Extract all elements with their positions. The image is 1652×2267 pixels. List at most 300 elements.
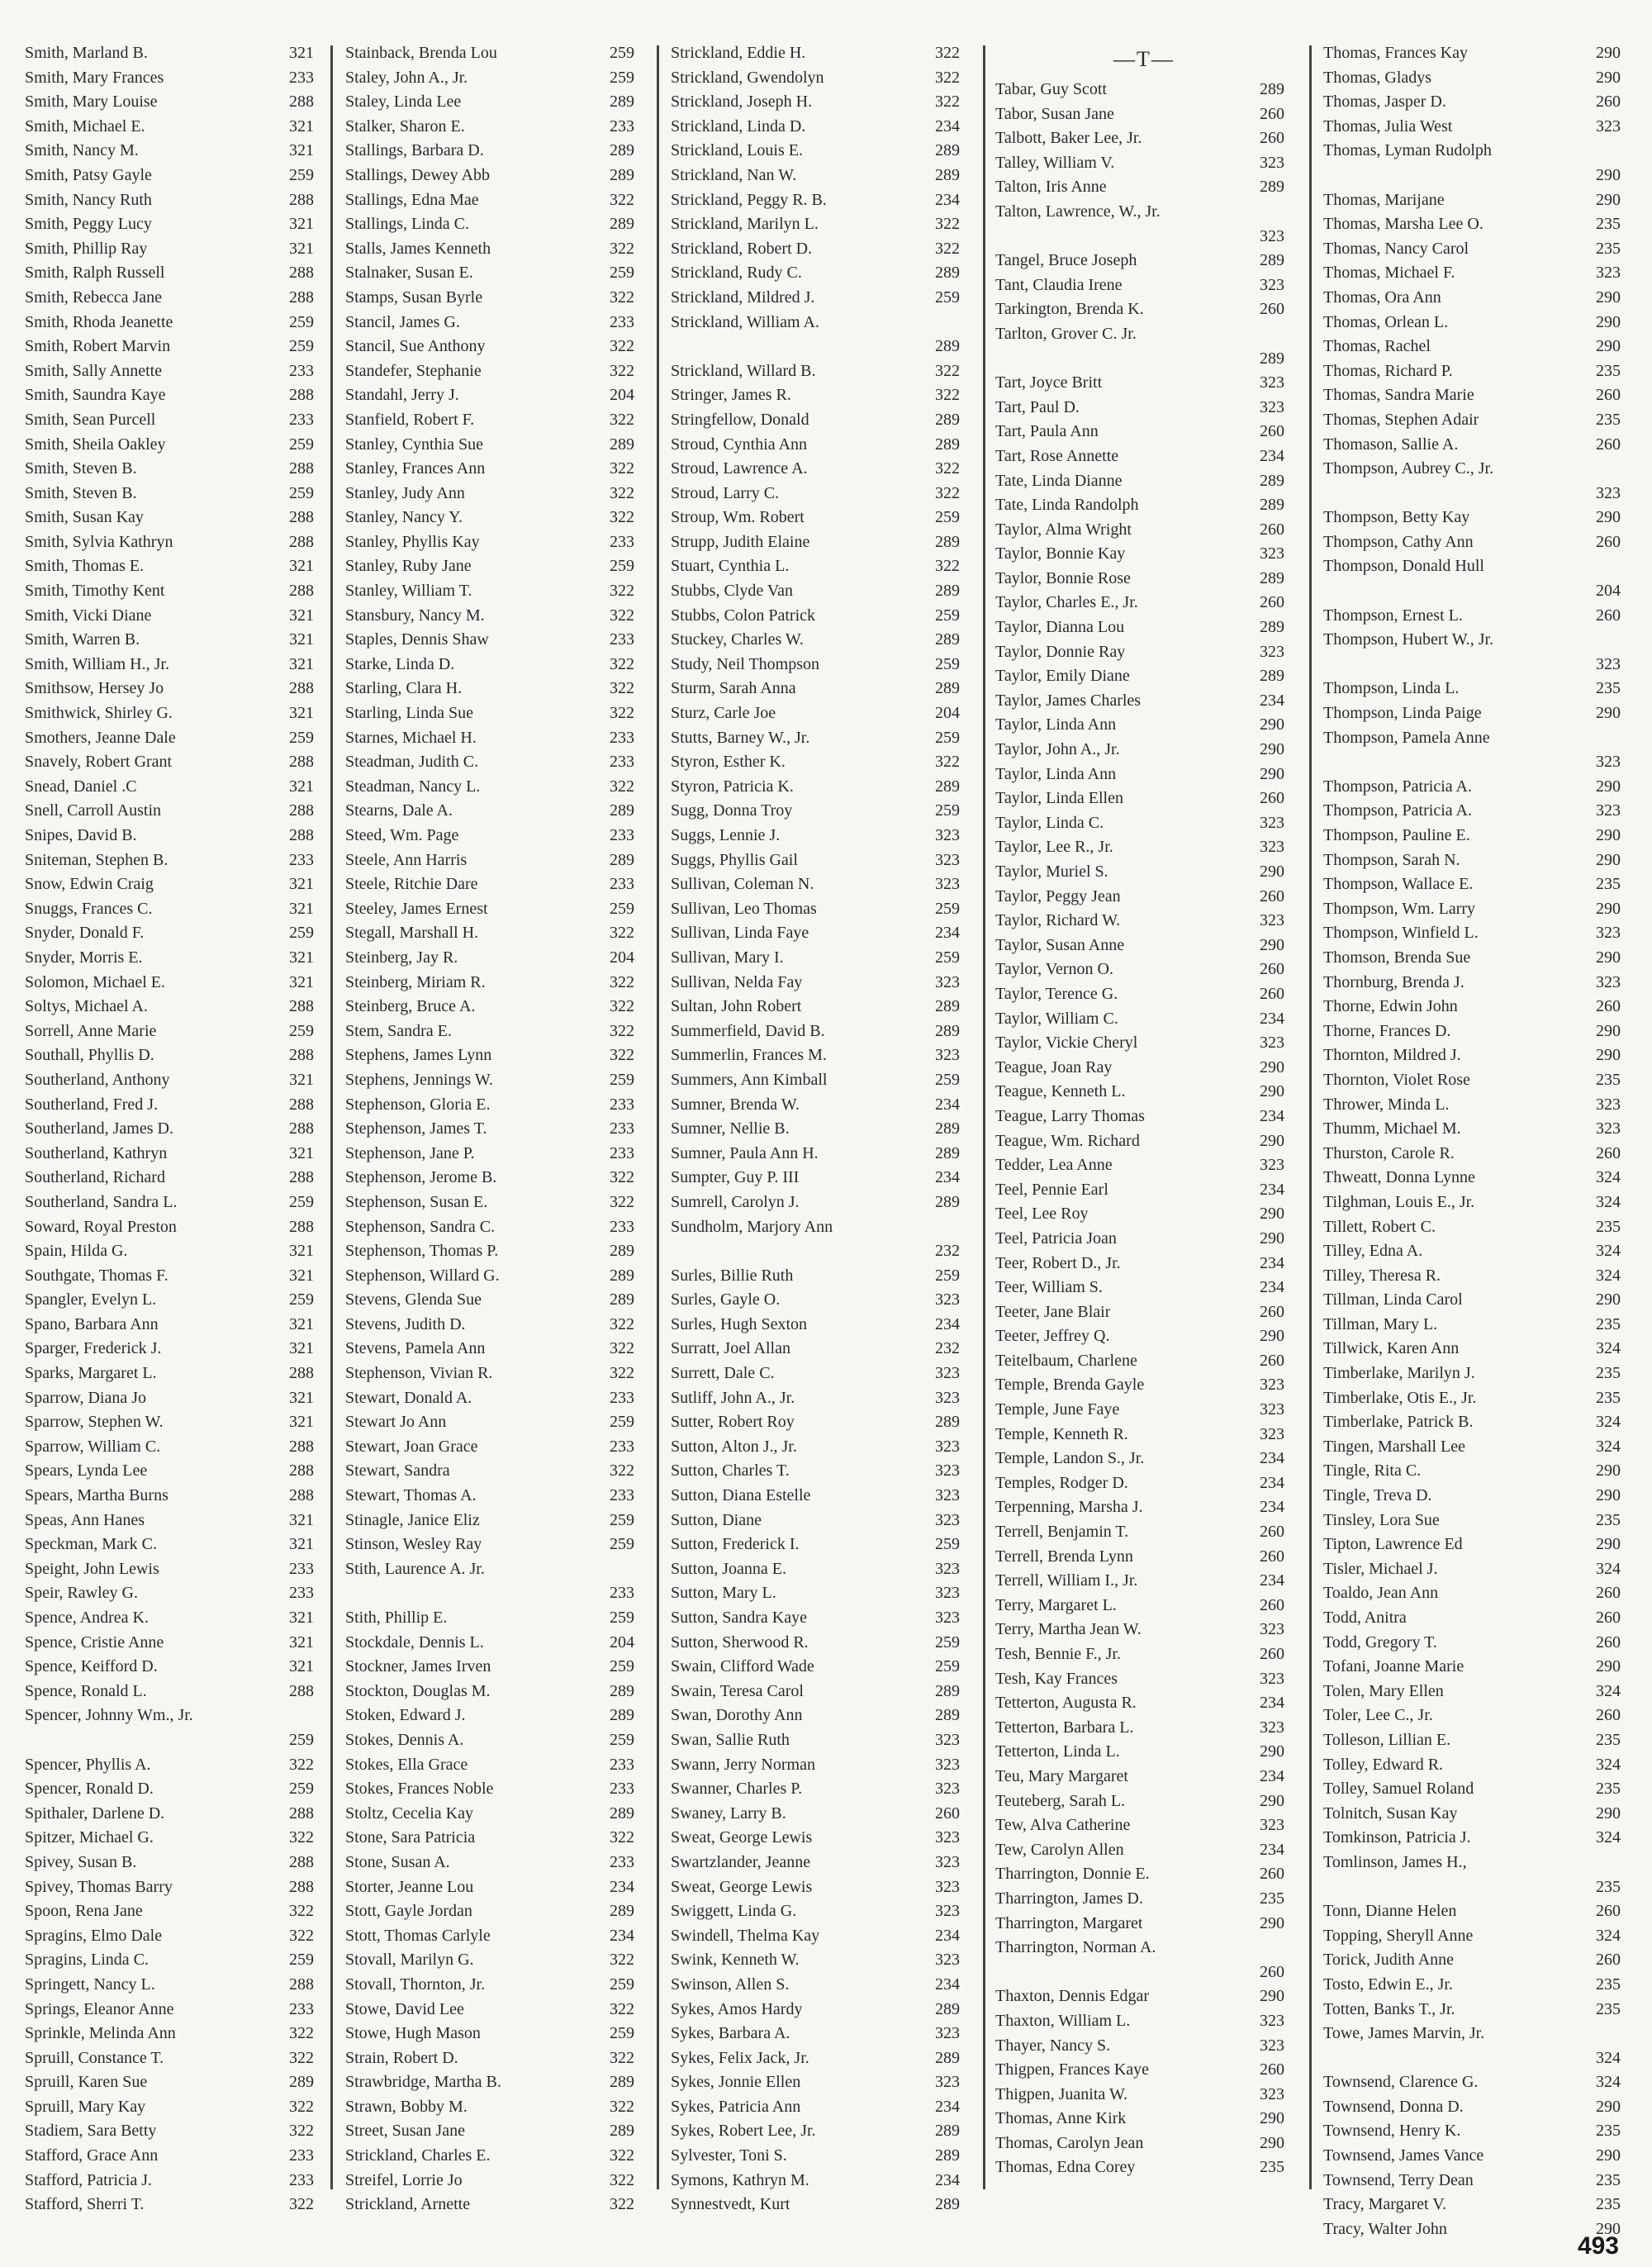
entry-name: Summers, Ann Kimball (671, 1070, 828, 1089)
entry-name: Sykes, Amos Hardy (671, 1999, 803, 2018)
entry-page-number: 289 (935, 679, 960, 698)
entry-name: Thomas, Edna Corey (995, 2158, 1136, 2177)
entry-page-number: 259 (935, 1070, 960, 1089)
entry-name: Todd, Anitra (1323, 1609, 1407, 1627)
entry-name: Snyder, Donald F. (25, 924, 145, 943)
entry-name: Sultan, John Robert (671, 997, 802, 1016)
index-entry (25, 90, 322, 115)
entry-name: Timberlake, Marilyn J. (1323, 1364, 1475, 1383)
entry-name: Tabar, Guy Scott (995, 80, 1107, 98)
entry-name: Tingle, Treva D. (1323, 1486, 1432, 1505)
column-divider (983, 45, 985, 2189)
entry-page-number: 290 (1260, 2109, 1284, 2128)
index-entry (25, 1410, 322, 1435)
entry-page-number: 260 (1260, 1865, 1284, 1884)
entry-name: Smothers, Jeanne Dale (25, 728, 176, 747)
index-entry (671, 1557, 968, 1582)
index-entry (995, 615, 1293, 640)
entry-name: Strawbridge, Martha B. (345, 2073, 501, 2092)
entry-page-number: 322 (289, 2024, 314, 2043)
entry-page-number: 322 (610, 2146, 634, 2165)
entry-name: Stephenson, Sandra C. (345, 1217, 496, 1236)
entry-name: Stanley, Judy Ann (345, 483, 465, 502)
entry-name: Stringfellow, Donald (671, 410, 809, 429)
entry-page-number: 323 (1260, 1424, 1284, 1443)
index-entry (345, 286, 643, 311)
entry-page-number: 290 (1596, 1290, 1621, 1309)
entry-page-number: 234 (935, 1168, 960, 1187)
index-entry (671, 1142, 968, 1167)
entry-page-number: 322 (610, 924, 634, 943)
index-entry (345, 1826, 643, 1851)
index-entry (345, 799, 643, 824)
entry-page-number: 324 (1596, 2073, 1621, 2092)
index-entry (25, 408, 322, 433)
index-entry (345, 775, 643, 800)
entry-name: Sullivan, Mary I. (671, 948, 784, 967)
entry-page-number: 289 (935, 435, 960, 454)
entry-name: Smith, Susan Kay (25, 508, 144, 527)
index-entry (1323, 1068, 1629, 1093)
entry-page-number: 322 (610, 1828, 634, 1847)
entry-page-number: 260 (1596, 1609, 1621, 1627)
entry-page-number: 234 (1260, 1694, 1284, 1713)
index-entry (671, 1313, 968, 1338)
entry-page-number: 323 (1260, 1376, 1284, 1395)
entry-name: Stephens, Jennings W. (345, 1070, 493, 1089)
index-entry (995, 1716, 1293, 1741)
entry-page-number: 323 (1260, 544, 1284, 563)
entry-page-number: 259 (289, 337, 314, 356)
index-entry (671, 1166, 968, 1191)
entry-name: Sullivan, Linda Faye (671, 924, 809, 943)
index-entry (995, 1447, 1293, 1471)
index-entry (345, 677, 643, 701)
index-entry (25, 2169, 322, 2193)
entry-name: Stallings, Barbara D. (345, 141, 484, 160)
entry-page-number: 259 (289, 435, 314, 454)
entry-name: Teague, Joan Ray (995, 1057, 1113, 1076)
entry-name: Strickland, Charles E. (345, 2146, 491, 2165)
index-entry (1323, 359, 1629, 384)
index-entry (995, 200, 1293, 249)
entry-name: Strawn, Bobby M. (345, 2097, 468, 2116)
entry-page-number: 322 (610, 654, 634, 673)
entry-page-number: 289 (935, 532, 960, 551)
index-entry (995, 1594, 1293, 1618)
index-entry (1323, 1680, 1629, 1704)
entry-name: Townsend, Terry Dean (1323, 2170, 1474, 2189)
index-entry (995, 1324, 1293, 1349)
entry-page-number: 234 (935, 1095, 960, 1114)
entry-name: Sutton, Diane (671, 1510, 762, 1529)
entry-page-number: 322 (935, 361, 960, 380)
index-entry (1323, 1337, 1629, 1362)
entry-name: Stallings, Linda C. (345, 215, 469, 234)
entry-page-number: 323 (935, 1828, 960, 1847)
entry-page-number: 235 (1596, 410, 1621, 429)
entry-page-number: 324 (1596, 1242, 1621, 1261)
entry-name: Sylvester, Toni S. (671, 2146, 787, 2165)
index-entry (995, 1202, 1293, 1227)
entry-name: Torick, Judith Anne (1323, 1951, 1455, 1970)
entry-name: Steinberg, Miriam R. (345, 972, 486, 991)
entry-page-number: 289 (1260, 471, 1284, 490)
entry-name: Taylor, John A., Jr. (995, 740, 1120, 759)
entry-page-number: 289 (610, 1706, 634, 1725)
entry-name: Tart, Paul D. (995, 397, 1080, 416)
entry-page-number: 290 (1260, 1229, 1284, 1248)
entry-page-number: 233 (610, 1143, 634, 1162)
entry-name: Spangler, Evelyn L. (25, 1290, 157, 1309)
index-entry (1323, 554, 1629, 603)
entry-page-number: 234 (935, 924, 960, 943)
index-entry (25, 775, 322, 800)
index-entry (345, 701, 643, 726)
index-entry (995, 1765, 1293, 1789)
entry-name: Stalker, Sharon E. (345, 116, 465, 135)
entry-name: Strickland, Rudy C. (671, 264, 802, 283)
index-entry (1323, 1704, 1629, 1728)
index-entry (25, 1337, 322, 1362)
entry-page-number: 289 (935, 2146, 960, 2165)
entry-name: Steeley, James Ernest (345, 899, 488, 918)
index-entry (345, 41, 643, 66)
entry-page-number: 233 (610, 1217, 634, 1236)
entry-name: Thaxton, William L. (995, 2011, 1131, 2030)
entry-name: Timberlake, Otis E., Jr. (1323, 1388, 1477, 1407)
entry-name: Talley, William V. (995, 153, 1115, 172)
index-entry (995, 126, 1293, 151)
entry-page-number: 321 (289, 875, 314, 894)
entry-name: Steele, Ritchie Dare (345, 875, 478, 894)
entry-page-number: 233 (610, 630, 634, 649)
entry-name: Southgate, Thomas F. (25, 1266, 169, 1285)
entry-page-number: 323 (935, 1755, 960, 1774)
index-entry (345, 628, 643, 653)
entry-page-number: 234 (935, 1314, 960, 1333)
entry-name: Tolleson, Lillian E. (1323, 1730, 1451, 1749)
index-entry (671, 1509, 968, 1533)
entry-page-number: 323 (1260, 642, 1284, 661)
entry-name: Tinsley, Lora Sue (1323, 1510, 1440, 1529)
entry-page-number: 323 (1260, 153, 1284, 172)
index-entry (1323, 286, 1629, 311)
index-entry (671, 1826, 968, 1851)
index-entry (25, 482, 322, 506)
index-entry (671, 433, 968, 458)
entry-page-number: 259 (935, 801, 960, 820)
index-entry (995, 811, 1293, 836)
entry-page-number: 260 (1596, 93, 1621, 112)
index-entry (345, 237, 643, 262)
entry-name: Stallings, Edna Mae (345, 190, 479, 209)
entry-page-number: 289 (610, 1902, 634, 1921)
entry-name: Spragins, Linda C. (25, 1951, 149, 1970)
index-entry (1323, 799, 1629, 824)
index-entry (25, 457, 322, 482)
index-entry (25, 1924, 322, 1949)
entry-name: Stalls, James Kenneth (345, 239, 491, 258)
entry-name: Smith, William H., Jr. (25, 654, 169, 673)
entry-page-number: 232 (935, 1242, 960, 1261)
index-entry (1323, 1533, 1629, 1557)
index-entry (1323, 995, 1629, 1019)
index-entry (671, 897, 968, 922)
index-entry (25, 2046, 322, 2071)
entry-page-number: 290 (1260, 1205, 1284, 1224)
index-entry (995, 297, 1293, 322)
index-entry (25, 1753, 322, 1778)
index-entry (25, 1142, 322, 1167)
entry-name: Spivey, Susan B. (25, 1852, 137, 1871)
entry-page-number: 288 (289, 1119, 314, 1138)
entry-page-number: 289 (935, 582, 960, 601)
entry-name: Towe, James Marvin, Jr. (1323, 2024, 1485, 2043)
entry-page-number: 233 (610, 1852, 634, 1871)
entry-name: Study, Neil Thompson (671, 654, 820, 673)
entry-page-number: 288 (289, 288, 314, 307)
entry-page-number: 322 (610, 2097, 634, 2116)
entry-page-number: 321 (289, 606, 314, 625)
entry-name: Stuckey, Charles W. (671, 630, 804, 649)
index-entry (1323, 1093, 1629, 1118)
index-entry (345, 457, 643, 482)
entry-name: Stephens, James Lynn (345, 1046, 492, 1065)
entry-name: Tillett, Robert C. (1323, 1217, 1436, 1236)
entry-page-number: 290 (1260, 1327, 1284, 1346)
entry-name: Taylor, William C. (995, 1009, 1118, 1028)
index-entry (995, 2009, 1293, 2034)
entry-page-number: 290 (1596, 777, 1621, 796)
entry-name: Sumner, Paula Ann H. (671, 1143, 819, 1162)
entry-page-number: 259 (610, 1535, 634, 1554)
entry-page-number: 288 (289, 1364, 314, 1383)
entry-name: Toler, Lee C., Jr. (1323, 1706, 1433, 1725)
entry-name: Stubbs, Clyde Van (671, 582, 793, 601)
index-entry (671, 1484, 968, 1509)
entry-page-number: 322 (289, 2097, 314, 2116)
entry-page-number: 233 (610, 1437, 634, 1456)
entry-name: Townsend, Donna D. (1323, 2097, 1464, 2116)
index-entry (345, 1753, 643, 1778)
index-entry (671, 971, 968, 996)
entry-page-number: 289 (610, 215, 634, 234)
entry-page-number: 233 (289, 1584, 314, 1603)
index-entry (25, 1973, 322, 1998)
entry-name: Sutton, Charles T. (671, 1461, 790, 1480)
entry-name: Strickland, Peggy R. B. (671, 190, 827, 209)
entry-name: Thompson, Cathy Ann (1323, 532, 1474, 551)
entry-name: Thomas, Orlean L. (1323, 312, 1449, 331)
entry-name: Smith, Steven B. (25, 483, 137, 502)
entry-name: Sykes, Jonnie Ellen (671, 2073, 801, 2092)
index-entry (671, 701, 968, 726)
entry-name: Thomas, Gladys (1323, 68, 1432, 87)
index-entry (25, 1239, 322, 1264)
entry-page-number: 324 (1596, 1266, 1621, 1285)
entry-page-number: 259 (610, 44, 634, 62)
entry-name: Topping, Sheryll Anne (1323, 1926, 1474, 1945)
entry-name: Surles, Hugh Sexton (671, 1314, 807, 1333)
entry-page-number: 204 (1596, 582, 1621, 601)
entry-name: Stoken, Edward J. (345, 1706, 466, 1725)
index-entry (671, 2193, 968, 2217)
entry-name: Teague, Wm. Richard (995, 1131, 1140, 1150)
entry-name: Thrower, Minda L. (1323, 1095, 1450, 1114)
entry-name: Sutton, Joanna E. (671, 1559, 786, 1578)
entry-page-number: 259 (289, 1951, 314, 1970)
index-entry (671, 1655, 968, 1680)
index-entry (995, 469, 1293, 494)
entry-name: Smith, Rebecca Jane (25, 288, 163, 307)
entry-page-number: 322 (610, 1021, 634, 1040)
index-entry (995, 1153, 1293, 1178)
entry-name: Snyder, Morris E. (25, 948, 143, 967)
entry-page-number: 259 (610, 68, 634, 87)
entry-name: Thurston, Carole R. (1323, 1143, 1455, 1162)
entry-page-number: 288 (289, 826, 314, 844)
entry-name: Sumpter, Guy P. III (671, 1168, 800, 1187)
entry-name: Sutton, Sherwood R. (671, 1633, 809, 1652)
entry-page-number: 290 (1260, 2133, 1284, 2152)
entry-page-number: 322 (610, 1046, 634, 1065)
entry-page-number: 323 (1596, 1095, 1621, 1114)
index-entry (1323, 530, 1629, 555)
entry-page-number: 290 (1596, 44, 1621, 62)
index-entry (1323, 2070, 1629, 2095)
entry-name: Starling, Linda Sue (345, 704, 473, 723)
index-entry (1323, 1166, 1629, 1191)
entry-page-number: 322 (289, 1755, 314, 1774)
entry-name: Tracy, Walter John (1323, 2219, 1447, 2238)
entry-name: Sturz, Carle Joe (671, 704, 776, 723)
entry-name: Stutts, Barney W., Jr. (671, 728, 810, 747)
entry-name: Thigpen, Juanita W. (995, 2084, 1127, 2103)
entry-page-number: 260 (1260, 886, 1284, 905)
entry-name: Smith, Timothy Kent (25, 582, 165, 601)
index-entry (671, 1899, 968, 1924)
entry-name: Terry, Margaret L. (995, 1595, 1117, 1614)
entry-name: Southall, Phyllis D. (25, 1046, 154, 1065)
index-entry (671, 1680, 968, 1704)
entry-name: Spitzer, Michael G. (25, 1828, 154, 1847)
entry-page-number: 260 (1260, 129, 1284, 148)
index-entry (995, 909, 1293, 934)
entry-name: Suggs, Lennie J. (671, 826, 781, 844)
entry-page-number: 323 (1260, 2084, 1284, 2103)
entry-page-number: 290 (1260, 740, 1284, 759)
entry-page-number: 260 (1260, 593, 1284, 612)
entry-page-number: 322 (610, 972, 634, 991)
entry-page-number: 289 (935, 997, 960, 1016)
index-entry (671, 921, 968, 946)
entry-name: Teague, Larry Thomas (995, 1106, 1145, 1125)
entry-name: Teer, William S. (995, 1278, 1103, 1297)
index-entry (345, 1875, 643, 1900)
index-entry (671, 1924, 968, 1949)
index-entry (345, 2046, 643, 2071)
index-entry (1323, 212, 1629, 237)
entry-name: Stanfield, Robert F. (345, 410, 475, 429)
entry-name: Tofani, Joanne Marie (1323, 1657, 1464, 1676)
entry-name: Sorrell, Anne Marie (25, 1021, 157, 1040)
index-entry (671, 1459, 968, 1484)
index-entry (995, 1813, 1293, 1838)
index-entry (345, 653, 643, 677)
index-entry (25, 1875, 322, 1900)
index-entry (671, 2144, 968, 2169)
index-entry (1323, 335, 1629, 359)
entry-name: Thomas, Stephen Adair (1323, 410, 1479, 429)
entry-page-number: 288 (289, 93, 314, 112)
index-entry (345, 1043, 643, 1068)
entry-page-number: 235 (1596, 239, 1621, 258)
entry-page-number: 323 (935, 1730, 960, 1749)
entry-page-number: 290 (1596, 337, 1621, 356)
index-entry (345, 1606, 643, 1631)
entry-name: Smithsow, Hersey Jo (25, 679, 164, 698)
entry-name: Townsend, Henry K. (1323, 2122, 1461, 2141)
index-entry (995, 738, 1293, 763)
entry-name: Tart, Paula Ann (995, 422, 1099, 441)
index-entry (1323, 1851, 1629, 1899)
entry-name: Tillman, Mary L. (1323, 1314, 1438, 1333)
index-entry (25, 1581, 322, 1606)
index-entry (671, 188, 968, 213)
index-entry (995, 1495, 1293, 1520)
entry-page-number: 259 (935, 1535, 960, 1554)
entry-page-number: 290 (1260, 1742, 1284, 1761)
entry-name: Smith, Sheila Oakley (25, 435, 166, 454)
entry-page-number: 321 (289, 1070, 314, 1089)
index-entry (671, 482, 968, 506)
index-entry (671, 1043, 968, 1068)
entry-page-number: 323 (935, 1852, 960, 1871)
entry-name: Thorne, Edwin John (1323, 997, 1458, 1016)
entry-page-number: 323 (1260, 373, 1284, 392)
index-entry (995, 542, 1293, 567)
entry-name: Strickland, Willard B. (671, 361, 816, 380)
index-entry (995, 1691, 1293, 1716)
index-entry (995, 1838, 1293, 1863)
index-entry (345, 335, 643, 359)
entry-page-number: 260 (1260, 789, 1284, 808)
entry-name: Spence, Ronald L. (25, 1681, 147, 1700)
entry-page-number: 323 (1260, 2036, 1284, 2055)
index-entry (671, 1068, 968, 1093)
index-entry (25, 286, 322, 311)
entry-page-number: 288 (289, 1852, 314, 1871)
entry-page-number: 288 (289, 582, 314, 601)
entry-page-number: 322 (935, 459, 960, 478)
index-entry (25, 971, 322, 996)
index-entry (995, 1056, 1293, 1081)
index-entry (345, 482, 643, 506)
index-entry (1323, 1386, 1629, 1411)
entry-page-number: 289 (1260, 251, 1284, 270)
entry-name: Thomas, Marsha Lee O. (1323, 215, 1483, 234)
index-entry (345, 2095, 643, 2120)
entry-page-number: 233 (610, 532, 634, 551)
index-entry (345, 115, 643, 140)
index-entry (345, 1728, 643, 1753)
index-entry (1323, 848, 1629, 873)
entry-name: Thomas, Richard P. (1323, 361, 1453, 380)
entry-page-number: 289 (935, 777, 960, 796)
entry-page-number: 322 (610, 361, 634, 380)
entry-name: Taylor, Emily Diane (995, 667, 1130, 686)
